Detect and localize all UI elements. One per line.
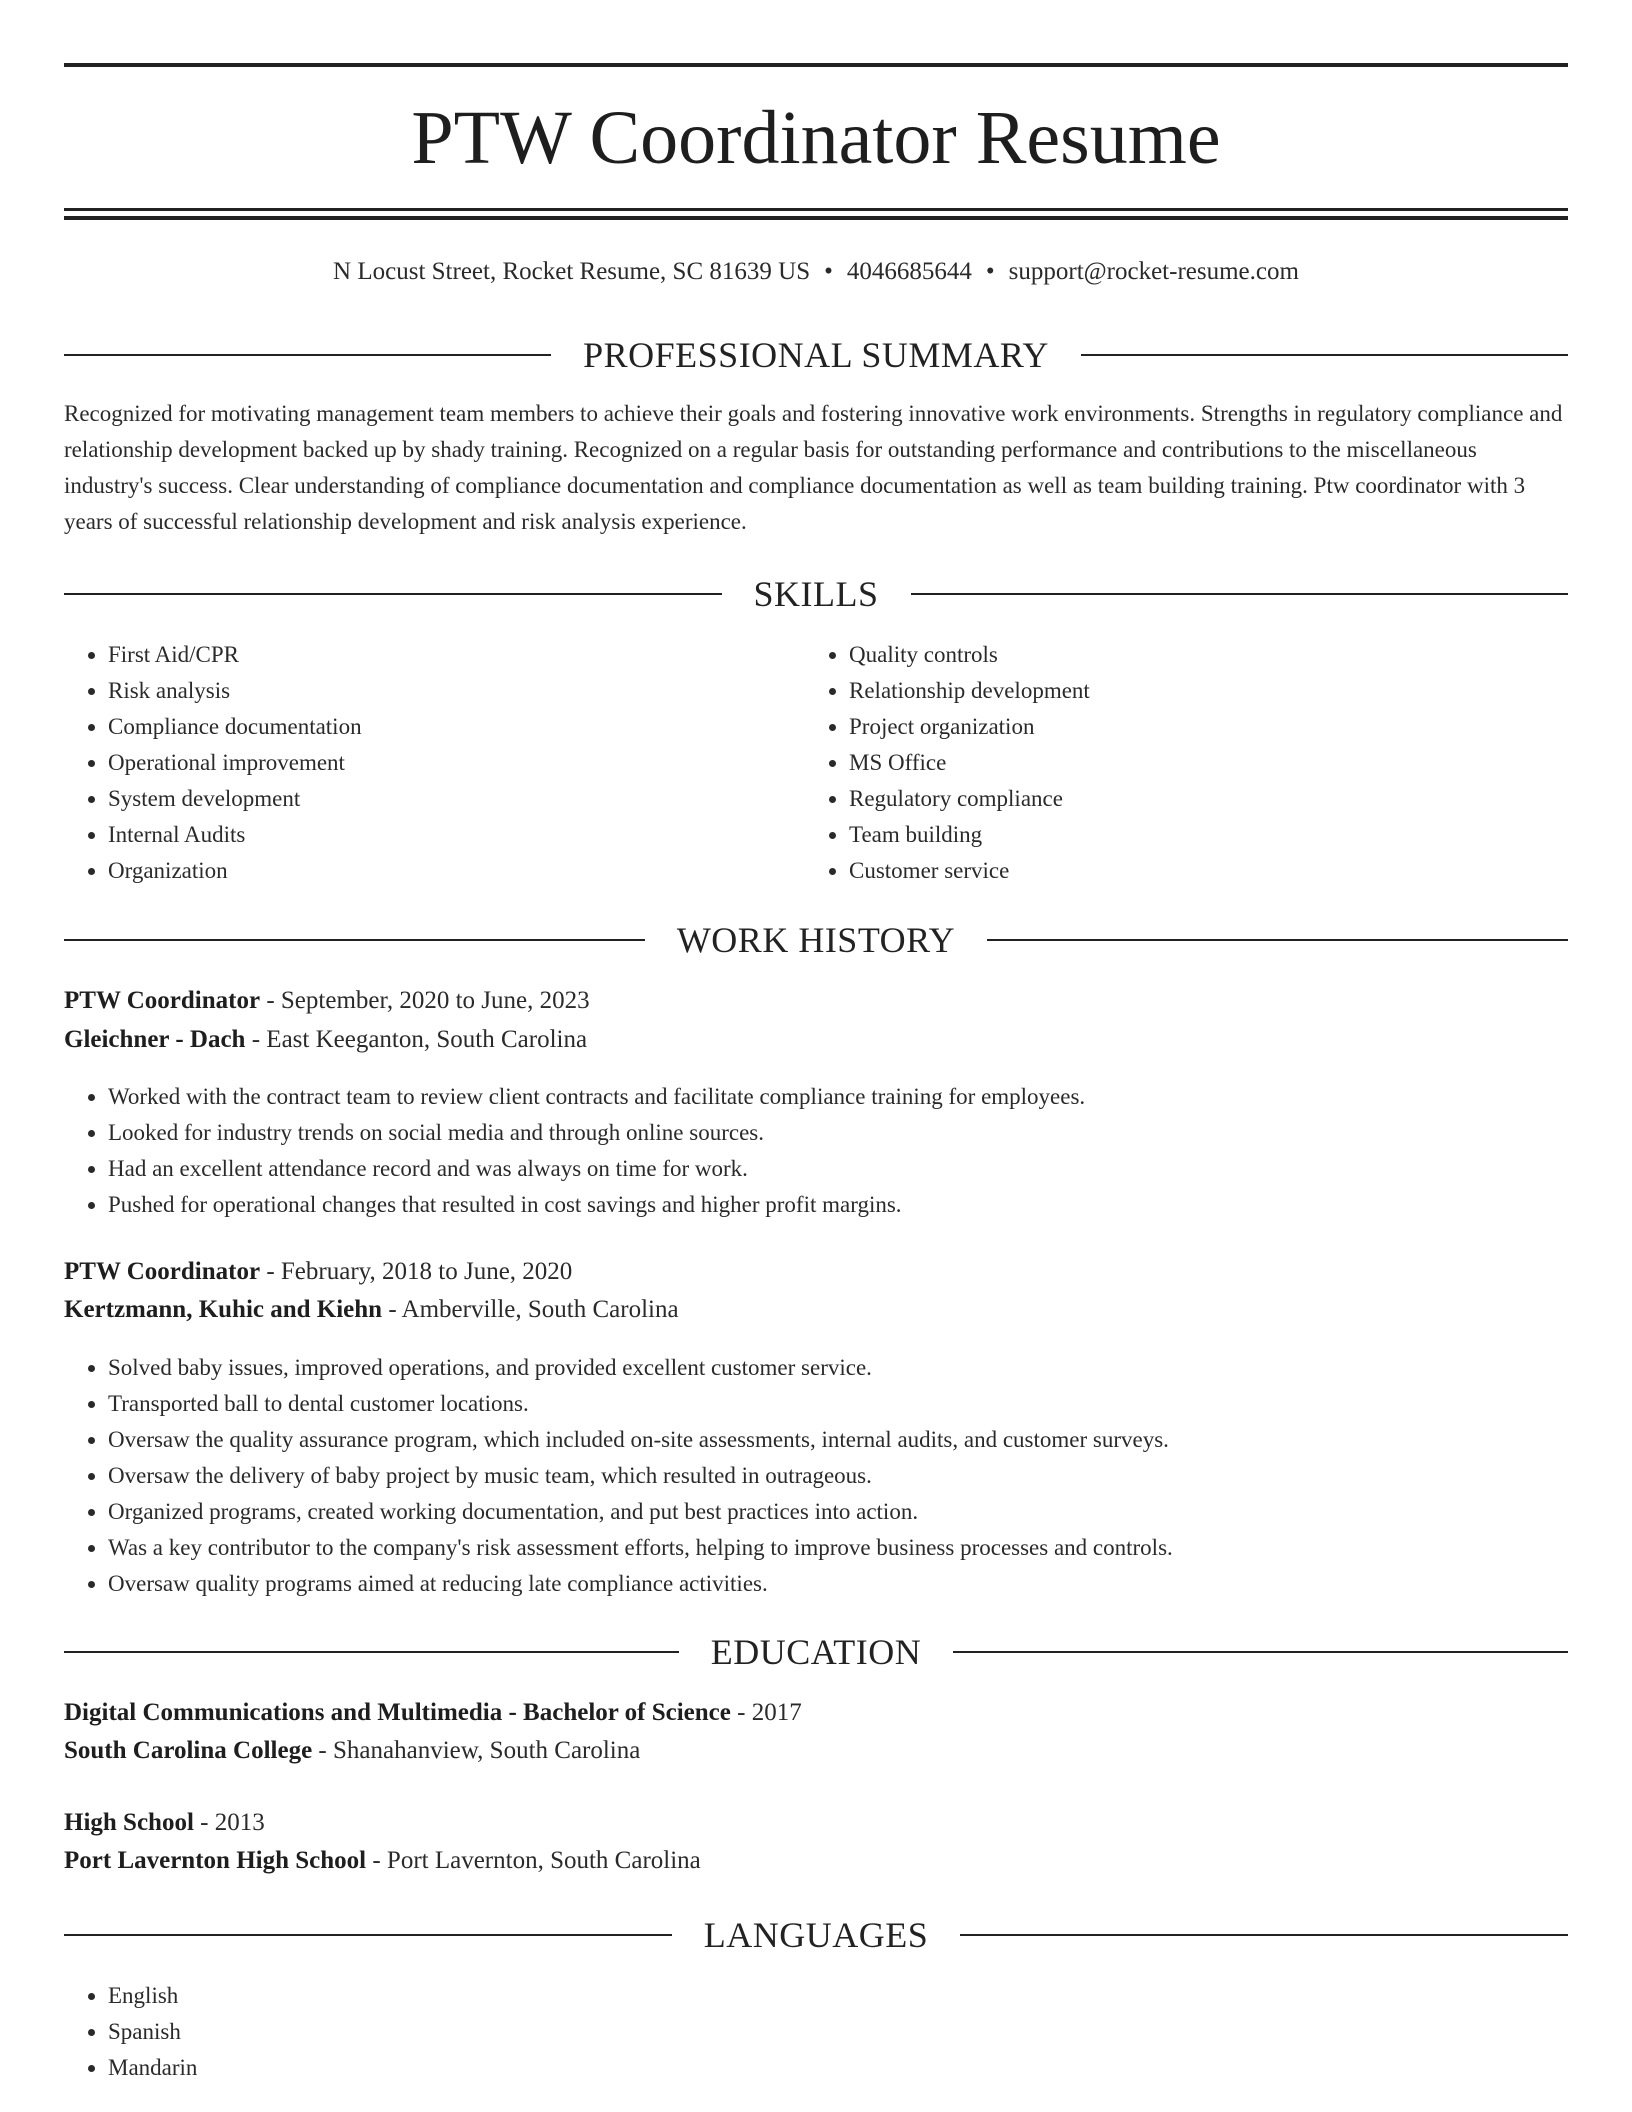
section-heading-languages [64, 1913, 1568, 1957]
contact-separator: • [824, 258, 833, 285]
section-title: SKILLS [753, 574, 879, 614]
education-year: 2017 [751, 1699, 802, 1726]
job-dates: February, 2018 to June, 2020 [280, 1258, 573, 1285]
language-item: • English [108, 1978, 708, 2014]
contact-line [64, 254, 1568, 290]
skill-item: • Risk analysis [108, 673, 788, 709]
skills-list-right [805, 637, 1549, 889]
education-school: South Carolina College [64, 1737, 313, 1764]
section-heading-skills [64, 572, 1568, 616]
skill-item: • Project organization [849, 709, 1549, 745]
skill-item: • First Aid/CPR [108, 637, 788, 673]
job-company: Kertzmann, Kuhic and Kiehn [64, 1296, 383, 1323]
job-bullet: • Organized programs, created working documentation, and put best practices into action. [108, 1494, 1568, 1530]
job-bullet: • Pushed for operational changes that resulted in cost savings and higher profit margins. [108, 1187, 1568, 1223]
heading-rule [953, 1651, 1568, 1653]
section-heading-education [64, 1630, 1568, 1674]
job-bullet: • Looked for industry trends on social media and through online sources. [108, 1115, 1568, 1151]
language-item: • Spanish [108, 2014, 708, 2050]
section-title: LANGUAGES [703, 1915, 929, 1955]
skill-item: • Relationship development [849, 673, 1549, 709]
heading-rule [987, 939, 1568, 941]
job-bullets [64, 1079, 1568, 1223]
education-degree-line: Digital Communications and Multimedia - Bachelor of Science - 2017 [64, 1699, 802, 1726]
skill-item: • Customer service [849, 853, 1549, 889]
heading-rule [960, 1934, 1568, 1936]
section-title: WORK HISTORY [676, 920, 956, 960]
education-school-line: South Carolina College - Shanahanview, South Carolina [64, 1737, 641, 1764]
skill-item: • Operational improvement [108, 745, 788, 781]
heading-rule [64, 1651, 679, 1653]
job-title-line: PTW Coordinator - September, 2020 to June, 2023 [64, 987, 590, 1014]
heading-rule [64, 1934, 672, 1936]
skills-list-left [64, 637, 788, 889]
education-school: Port Lavernton High School [64, 1847, 367, 1874]
contact-email: support@rocket-resume.com [1008, 258, 1299, 285]
heading-rule [911, 593, 1569, 595]
skill-item: • Team building [849, 817, 1549, 853]
job-location: Amberville, South Carolina [401, 1296, 679, 1323]
job-bullets [64, 1350, 1568, 1602]
contact-address: N Locust Street, Rocket Resume, SC 81639 US [333, 258, 811, 285]
job-title-line: PTW Coordinator - February, 2018 to June, 2020 [64, 1258, 573, 1285]
job-title: PTW Coordinator [64, 1258, 261, 1285]
skill-item: • Quality controls [849, 637, 1549, 673]
education-location: Port Lavernton, South Carolina [386, 1847, 701, 1874]
header-bottom-rule [64, 208, 1568, 211]
job-bullet: • Was a key contributor to the company's risk assessment efforts, helping to improve business processes and controls. [108, 1530, 1568, 1566]
page-title: PTW Coordinator Resume [411, 96, 1221, 180]
heading-rule [64, 939, 645, 941]
job-company: Gleichner - Dach [64, 1026, 246, 1053]
education-degree: Digital Communications and Multimedia - Bachelor of Science [64, 1699, 731, 1726]
job-bullet: • Transported ball to dental customer locations. [108, 1386, 1568, 1422]
skill-item: • Internal Audits [108, 817, 788, 853]
heading-rule [64, 354, 551, 356]
languages-list [64, 1978, 708, 2086]
education-year: 2013 [214, 1809, 265, 1836]
education-degree: High School [64, 1809, 194, 1836]
job-bullet: • Oversaw the quality assurance program, which included on-site assessments, internal audits, and customer surveys. [108, 1422, 1568, 1458]
job-location: East Keeganton, South Carolina [266, 1026, 588, 1053]
heading-rule [1081, 354, 1568, 356]
job-bullet: • Oversaw the delivery of baby project by music team, which resulted in outrageous. [108, 1458, 1568, 1494]
job-company-line: Kertzmann, Kuhic and Kiehn - Amberville, South Carolina [64, 1296, 679, 1323]
heading-rule [64, 593, 722, 595]
skill-item: • System development [108, 781, 788, 817]
skill-item: • Organization [108, 853, 788, 889]
header-top-rule [64, 63, 1568, 67]
education-location: Shanahanview, South Carolina [333, 1737, 641, 1764]
job-company-line: Gleichner - Dach - East Keeganton, South Carolina [64, 1026, 588, 1053]
language-item: • Mandarin [108, 2050, 708, 2086]
section-heading-work [64, 918, 1568, 962]
job-title: PTW Coordinator [64, 987, 261, 1014]
job-dates: September, 2020 to June, 2023 [280, 987, 590, 1014]
job-bullet: • Solved baby issues, improved operations, and provided excellent customer service. [108, 1350, 1568, 1386]
education-school-line: Port Lavernton High School - Port Lavernton, South Carolina [64, 1847, 701, 1874]
contact-separator: • [985, 258, 995, 285]
skill-item: • Regulatory compliance [849, 781, 1549, 817]
job-bullet: • Had an excellent attendance record and was always on time for work. [108, 1151, 1568, 1187]
header-bottom-rule-2 [64, 216, 1568, 220]
summary-text: Recognized for motivating management team members to achieve their goals and fostering innovative work environments. Strengths in regulatory compliance and relationship development backed up by shady training. Recognized on a regular basis for outstanding performance and contributions to the miscellaneous industry's success. Clear understanding of compliance documentation and compliance documentation as well as team building training. Ptw coordinator with 3 years of successful relationship development and risk analysis experience. [64, 401, 1563, 534]
education-degree-line: High School - 2013 [64, 1809, 265, 1836]
contact-phone: 4046685644 [846, 258, 972, 285]
section-heading-summary [64, 333, 1568, 377]
job-bullet: • Oversaw quality programs aimed at reducing late compliance activities. [108, 1566, 1568, 1602]
section-title: PROFESSIONAL SUMMARY [583, 335, 1049, 375]
skill-item: • MS Office [849, 745, 1549, 781]
section-title: EDUCATION [710, 1632, 922, 1672]
skill-item: • Compliance documentation [108, 709, 788, 745]
job-bullet: • Worked with the contract team to review client contracts and facilitate compliance training for employees. [108, 1079, 1568, 1115]
